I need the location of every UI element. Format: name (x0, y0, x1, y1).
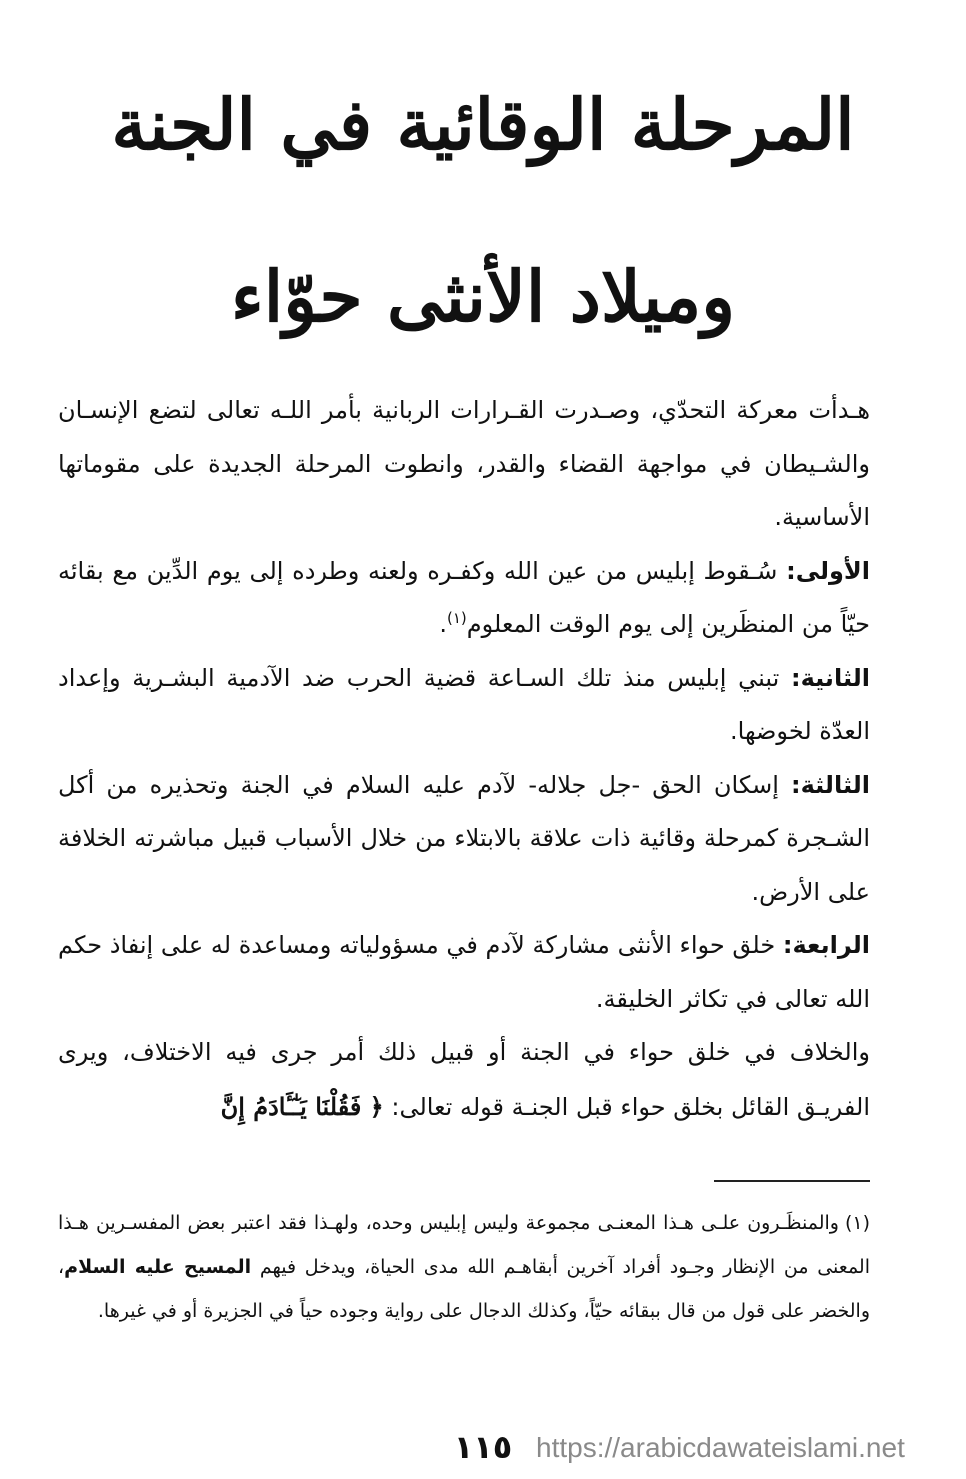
footnote-text-after: ، والخضر على قول من قال ببقائه حيّاً، وكذلك الدجال على رواية وجوده حياً في الجزيرة أو في غيرها. (58, 1256, 870, 1322)
point-label-1: الأولى: (786, 556, 870, 585)
quran-quote: ﴿ فَقُلْنَا يَـٰٓـَٔادَمُ إِنَّ (220, 1091, 384, 1121)
point-text-3: إسكان الحق -جل جلاله- لآدم عليه السلام في الجنة وتحذيره من أكل الشـجرة كمرحلة وقائية ذات علاقة بالابتلاء من خلال الأسباب قبيل مباشرته الخلافة على الأرض. (58, 770, 870, 906)
point-label-3: الثالثة: (790, 770, 870, 799)
point-label-2: الثانية: (790, 663, 870, 692)
point-text-4: خلق حواء الأنثى مشاركة لآدم في مسؤولياته ومساعدة له على إنفاذ حكم الله تعالى في تكاثر الخليقة. (58, 931, 870, 1013)
point-text-2: تبني إبليس منذ تلك السـاعة قضية الحرب ضد الآدمية البشـرية وإعداد العدّة لخوضها. (58, 663, 870, 745)
point-paragraph-1 (58, 545, 870, 652)
closing-paragraph (58, 1026, 870, 1134)
page-number: ١١٥ (453, 1428, 513, 1466)
footnote-number: (١) (844, 1212, 870, 1234)
closing-text: والخلاف في خلق حواء في الجنة أو قبيل ذلك أمر جرى فيه الاختلاف، ويرى الفريـق القائل بخلق حواء قبل الجنـة قوله تعالى: (58, 1038, 870, 1121)
point-paragraph-4 (58, 919, 870, 1026)
footnote-text-before: والمنظَـرون علـى هـذا المعنـى مجموعة وليس إبليس وحده، ولهـذا فقد اعتبر بعض المفسـرين هـذا المعنى من الإنظار وجـود أفراد آخرين أبقاهـم الله مدى الحياة، ويدخل فيهم (58, 1212, 870, 1278)
footnote (58, 1201, 870, 1333)
point-paragraph-3 (58, 759, 870, 920)
chapter-title-line-1: المرحلة الوقائية في الجنة (111, 83, 855, 166)
footnote-reference[interactable]: (١) (446, 609, 467, 627)
chapter-title-line-2: وميلاد الأنثى حوّاء (230, 255, 736, 338)
footnote-bold-text: المسيح عليه السلام (64, 1256, 252, 1278)
point-tail-1: . (439, 610, 447, 638)
body-text (58, 384, 870, 1134)
intro-paragraph: هـدأت معركة التحدّي، وصـدرت القـرارات الربانية بأمر اللـه تعالى لتضع الإنسـان والشـيطان في مواجهة القضاء والقدر، وانطوت المرحلة الجديدة على مقوماتها الأساسية. (58, 396, 870, 531)
point-label-4: الرابعة: (782, 931, 870, 959)
point-paragraph-2 (58, 652, 870, 759)
watermark-url[interactable]: https://arabicdawateislami.net (536, 1432, 905, 1463)
point-text-1: سُـقوط إبليس من عين الله وكفـره ولعنه وطرده إلى يوم الدِّين مع بقائه حيّاً من المنظَرين إلى يوم الوقت المعلوم (58, 556, 870, 638)
footnote-separator (714, 1180, 870, 1182)
